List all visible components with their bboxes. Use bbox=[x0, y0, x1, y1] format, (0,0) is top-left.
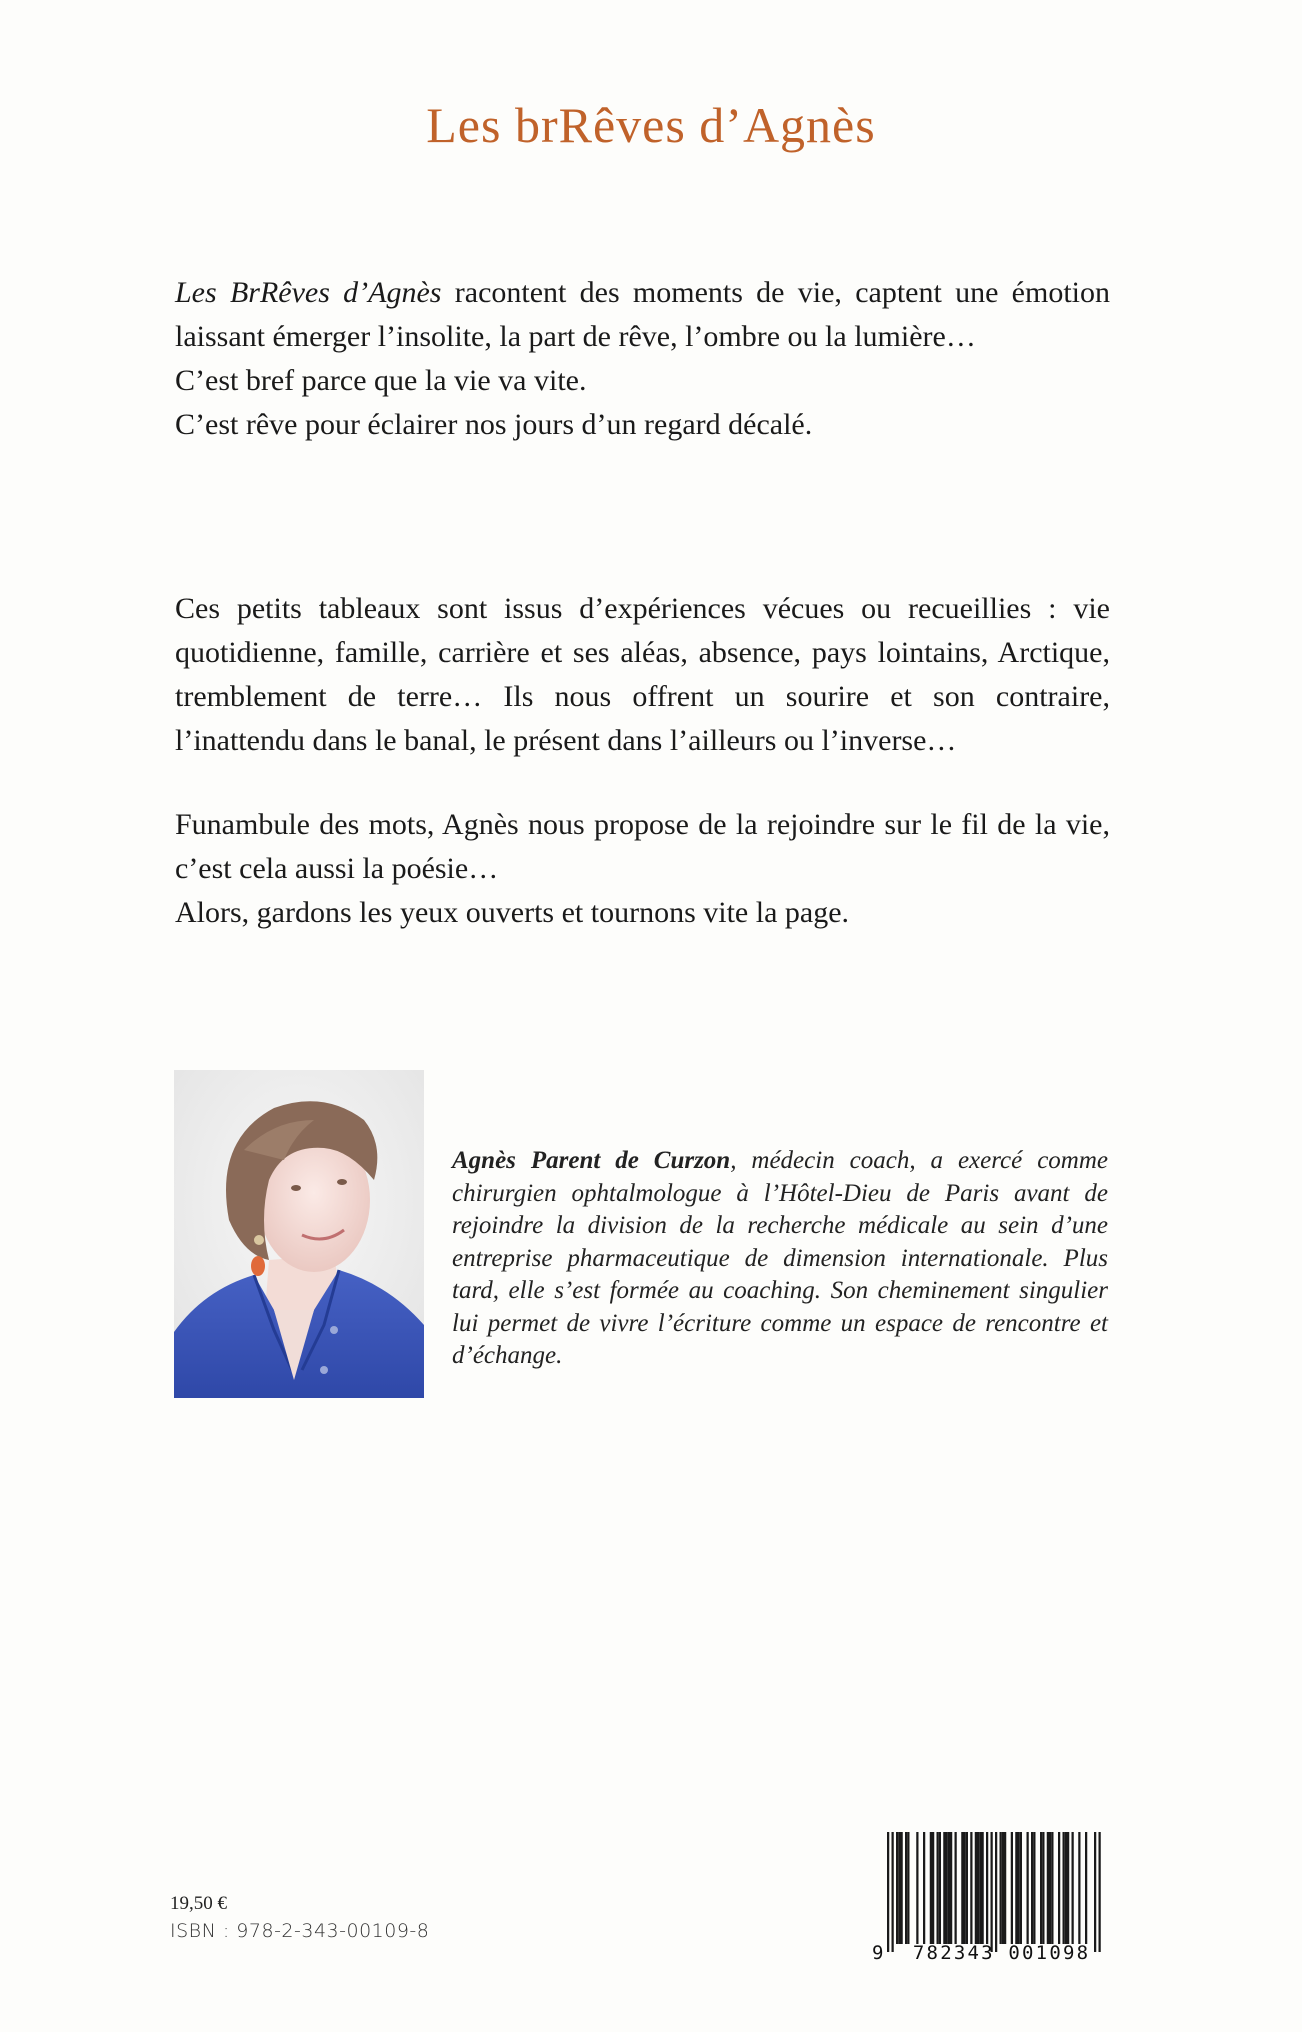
barcode-bar bbox=[1047, 1832, 1049, 1944]
barcode-bar bbox=[1065, 1832, 1067, 1944]
barcode-bar bbox=[896, 1832, 898, 1944]
barcode-bar bbox=[1067, 1832, 1069, 1944]
barcode-bar bbox=[964, 1832, 966, 1944]
author-bio-text: , médecin coach, a exercé comme chirurgien ophtalmologue à l’Hôtel-Dieu de Paris avant de rejoindre la division de la recherche médicale au sein d’une entreprise pharmaceutique de dimension internationale. Plus tard, elle s’est formée au coaching. Son cheminement singulier lui permet de vivre l’écriture comme un espace de rencontre et d’échange. bbox=[452, 1147, 1108, 1369]
barcode-bar bbox=[1002, 1832, 1004, 1944]
barcode-bar bbox=[1072, 1832, 1074, 1944]
barcode-bar bbox=[901, 1832, 903, 1944]
barcode-bar bbox=[1011, 1832, 1013, 1944]
barcode-bar bbox=[979, 1832, 981, 1944]
barcode-bar bbox=[1058, 1832, 1060, 1944]
barcode-digit-lead: 9 bbox=[872, 1942, 886, 1964]
blurb-text: Funambule des mots, Agnès nous propose de la rejoindre sur le fil de la vie, c’est cela aussi la poésie… bbox=[175, 808, 1110, 885]
barcode-digits bbox=[872, 1942, 1108, 1964]
barcode-bar bbox=[966, 1832, 968, 1944]
blurb-line: C’est bref parce que la vie va vite. bbox=[175, 364, 587, 397]
barcode-bar bbox=[982, 1832, 984, 1944]
price: 19,50 € bbox=[170, 1893, 227, 1914]
blurb-line: Alors, gardons les yeux ouverts et tournons vite la page. bbox=[175, 896, 850, 929]
barcode-bar bbox=[977, 1832, 979, 1944]
barcode-bar bbox=[948, 1832, 950, 1944]
barcode-bar bbox=[1004, 1832, 1006, 1944]
barcode-bar bbox=[932, 1832, 934, 1944]
barcode-bar bbox=[1099, 1832, 1101, 1952]
barcode-bar bbox=[1042, 1832, 1044, 1944]
barcode-bar bbox=[1094, 1832, 1096, 1952]
blurb-paragraph-2 bbox=[175, 587, 1110, 763]
barcode-bar bbox=[937, 1832, 939, 1944]
blurb-text: Ces petits tableaux sont issus d’expériences vécues ou recueillies : vie quotidienne, famille, carrière et ses aléas, absence, pays lointains, Arctique, tremblement de terre… Ils nous offrent un sourire et son contraire, l’inattendu dans le banal, le présent dans l’ailleurs ou l’inverse… bbox=[175, 592, 1110, 757]
barcode-bar bbox=[970, 1832, 972, 1944]
barcode-bar bbox=[946, 1832, 948, 1944]
barcode-bar bbox=[1031, 1832, 1033, 1944]
barcode-bar bbox=[943, 1832, 945, 1944]
author-portrait-image bbox=[174, 1070, 424, 1398]
barcode-bar bbox=[916, 1832, 918, 1944]
barcode-bar bbox=[1063, 1832, 1065, 1944]
blurb-paragraph-3 bbox=[175, 803, 1110, 935]
barcode-bar bbox=[907, 1832, 909, 1944]
book-title-italic: Les BrRêves d’Agnès bbox=[175, 276, 442, 309]
barcode-bar bbox=[1018, 1832, 1020, 1944]
isbn: ISBN : 978-2-343-00109-8 bbox=[170, 1920, 430, 1942]
barcode-bar bbox=[905, 1832, 907, 1944]
blurb-paragraph-1 bbox=[175, 271, 1110, 447]
barcode-bar bbox=[1015, 1832, 1017, 1944]
barcode-bar bbox=[1051, 1832, 1053, 1944]
barcode-bar bbox=[995, 1832, 997, 1952]
barcode-bar bbox=[1085, 1832, 1087, 1944]
barcode-bar bbox=[892, 1832, 894, 1952]
barcode-bar bbox=[961, 1832, 963, 1944]
barcode-bar bbox=[986, 1832, 988, 1944]
barcode-bar bbox=[898, 1832, 900, 1944]
barcode-bar bbox=[1078, 1832, 1080, 1944]
barcode-bar bbox=[1027, 1832, 1029, 1944]
barcode-bar bbox=[1020, 1832, 1022, 1944]
author-name: Agnès Parent de Curzon bbox=[452, 1147, 731, 1174]
barcode-bar bbox=[955, 1832, 957, 1944]
barcode-bar bbox=[923, 1832, 925, 1944]
blurb-text: racontent des moments de vie, captent une émotion laissant émerger l’insolite, la part de rêve, l’ombre ou la lumière… bbox=[175, 276, 1110, 353]
barcode-bar bbox=[1033, 1832, 1035, 1944]
barcode-bar bbox=[1000, 1832, 1002, 1944]
barcode-bar bbox=[950, 1832, 952, 1944]
barcode-bar bbox=[975, 1832, 977, 1944]
barcode-bar bbox=[939, 1832, 941, 1944]
blurb-line: C’est rêve pour éclairer nos jours d’un regard décalé. bbox=[175, 408, 813, 441]
author-bio bbox=[452, 1145, 1108, 1373]
barcode-bar bbox=[887, 1832, 889, 1952]
barcode-bar bbox=[1049, 1832, 1051, 1944]
barcode-digits-right: 001098 bbox=[1008, 1942, 1091, 1964]
barcode-digits-left: 782343 bbox=[912, 1942, 995, 1964]
barcode-bar bbox=[991, 1832, 993, 1952]
barcode-bar bbox=[930, 1832, 932, 1944]
author-photo bbox=[174, 1070, 424, 1398]
barcode-bar bbox=[1040, 1832, 1042, 1944]
book-title: Les brRêves d’Agnès bbox=[426, 97, 876, 153]
